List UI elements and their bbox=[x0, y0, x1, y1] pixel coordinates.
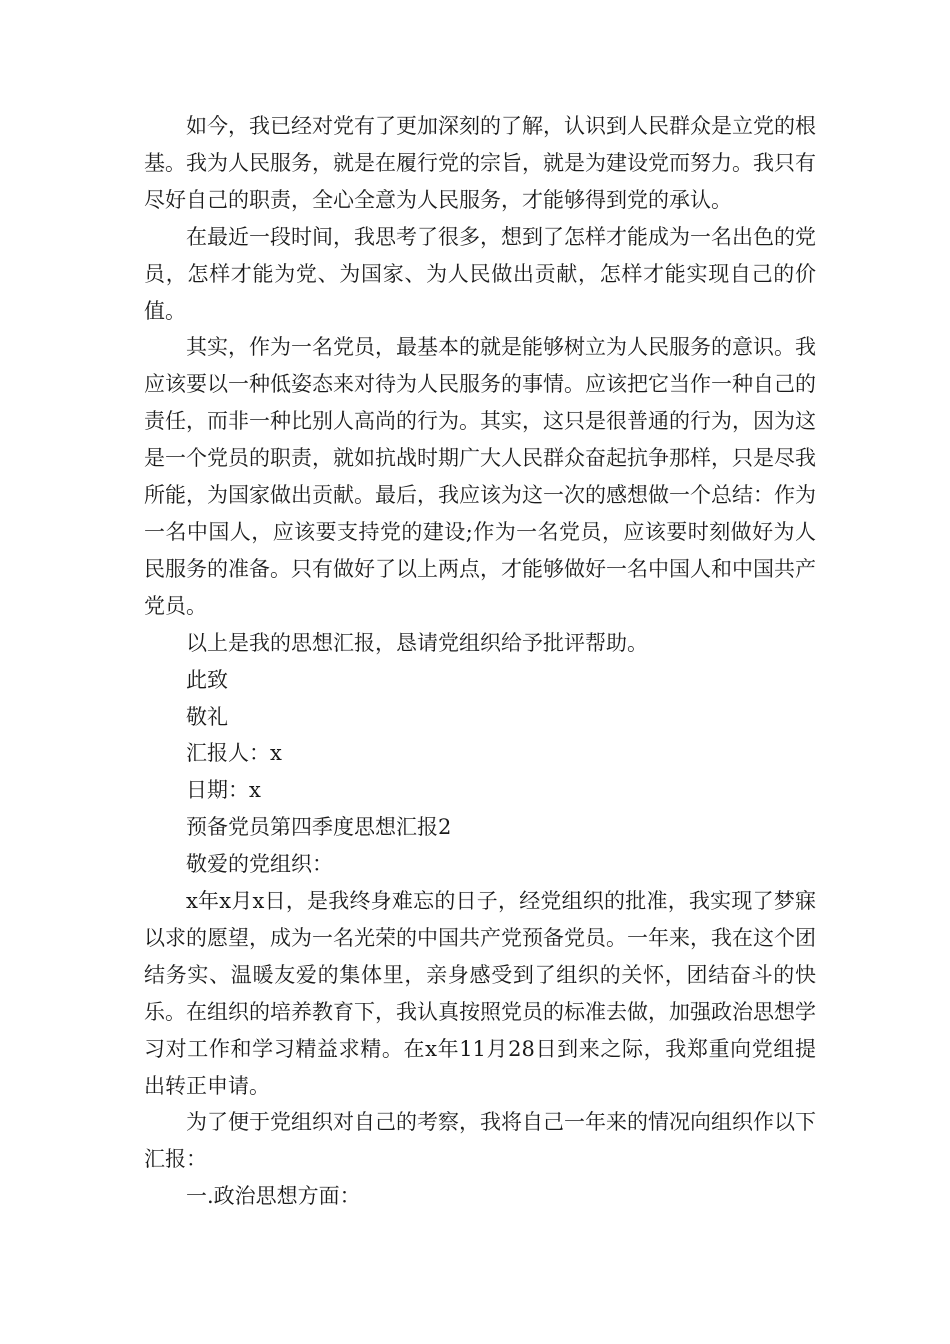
reporter-line: 汇报人：x bbox=[186, 741, 282, 766]
paragraph-2: 在最近一段时间，我思考了很多，想到了怎样才能成为一名出色的党员，怎样才能为党、为国家、为人民做出贡献，怎样才能实现自己的价值。 bbox=[144, 224, 816, 323]
salutation-ci-zhi: 此致 bbox=[186, 667, 228, 692]
second-report-title: 预备党员第四季度思想汇报2 bbox=[186, 815, 452, 840]
paragraph-5: 为了便于党组织对自己的考察，我将自己一年来的情况向组织作以下汇报： bbox=[144, 1110, 816, 1172]
greeting-line: 敬爱的党组织： bbox=[186, 852, 333, 877]
document-body bbox=[144, 108, 816, 1215]
date-line: 日期：x bbox=[186, 778, 261, 803]
section-heading: 一.政治思想方面： bbox=[186, 1184, 361, 1209]
paragraph-1: 如今，我已经对党有了更加深刻的了解，认识到人民群众是立党的根基。我为人民服务，就是在履行党的宗旨，就是为建设党而努力。我只有尽好自己的职责，全心全意为人民服务，才能够得到党的承认。 bbox=[144, 114, 816, 212]
salutation-jing-li: 敬礼 bbox=[186, 704, 228, 729]
paragraph-4: x年x月x日，是我终身难忘的日子，经党组织的批准，我实现了梦寐以求的愿望，成为一名光荣的中国共产党预备党员。一年来，我在这个团结务实、温暖友爱的集体里，亲身感受到了组织的关怀，团结奋斗的快乐。在组织的培养教育下，我认真按照党员的标准去做，加强政治思想学习对工作和学习精益求精。在x年11月28日到来之际，我郑重向党组提出转正申请。 bbox=[144, 889, 816, 1098]
closing-line: 以上是我的思想汇报，恳请党组织给予批评帮助。 bbox=[186, 630, 648, 655]
paragraph-3: 其实，作为一名党员，最基本的就是能够树立为人民服务的意识。我应该要以一种低姿态来对待为人民服务的事情。应该把它当作一种自己的责任，而非一种比别人高尚的行为。其实，这只是很普通的行为，因为这是一个党员的职责，就如抗战时期广大人民群众奋起抗争那样，只是尽我所能，为国家做出贡献。最后，我应该为这一次的感想做一个总结：作为一名中国人，应该要支持党的建设;作为一名党员，应该要时刻做好为人民服务的准备。只有做好了以上两点，才能够做好一名中国人和中国共产党员。 bbox=[144, 335, 816, 618]
